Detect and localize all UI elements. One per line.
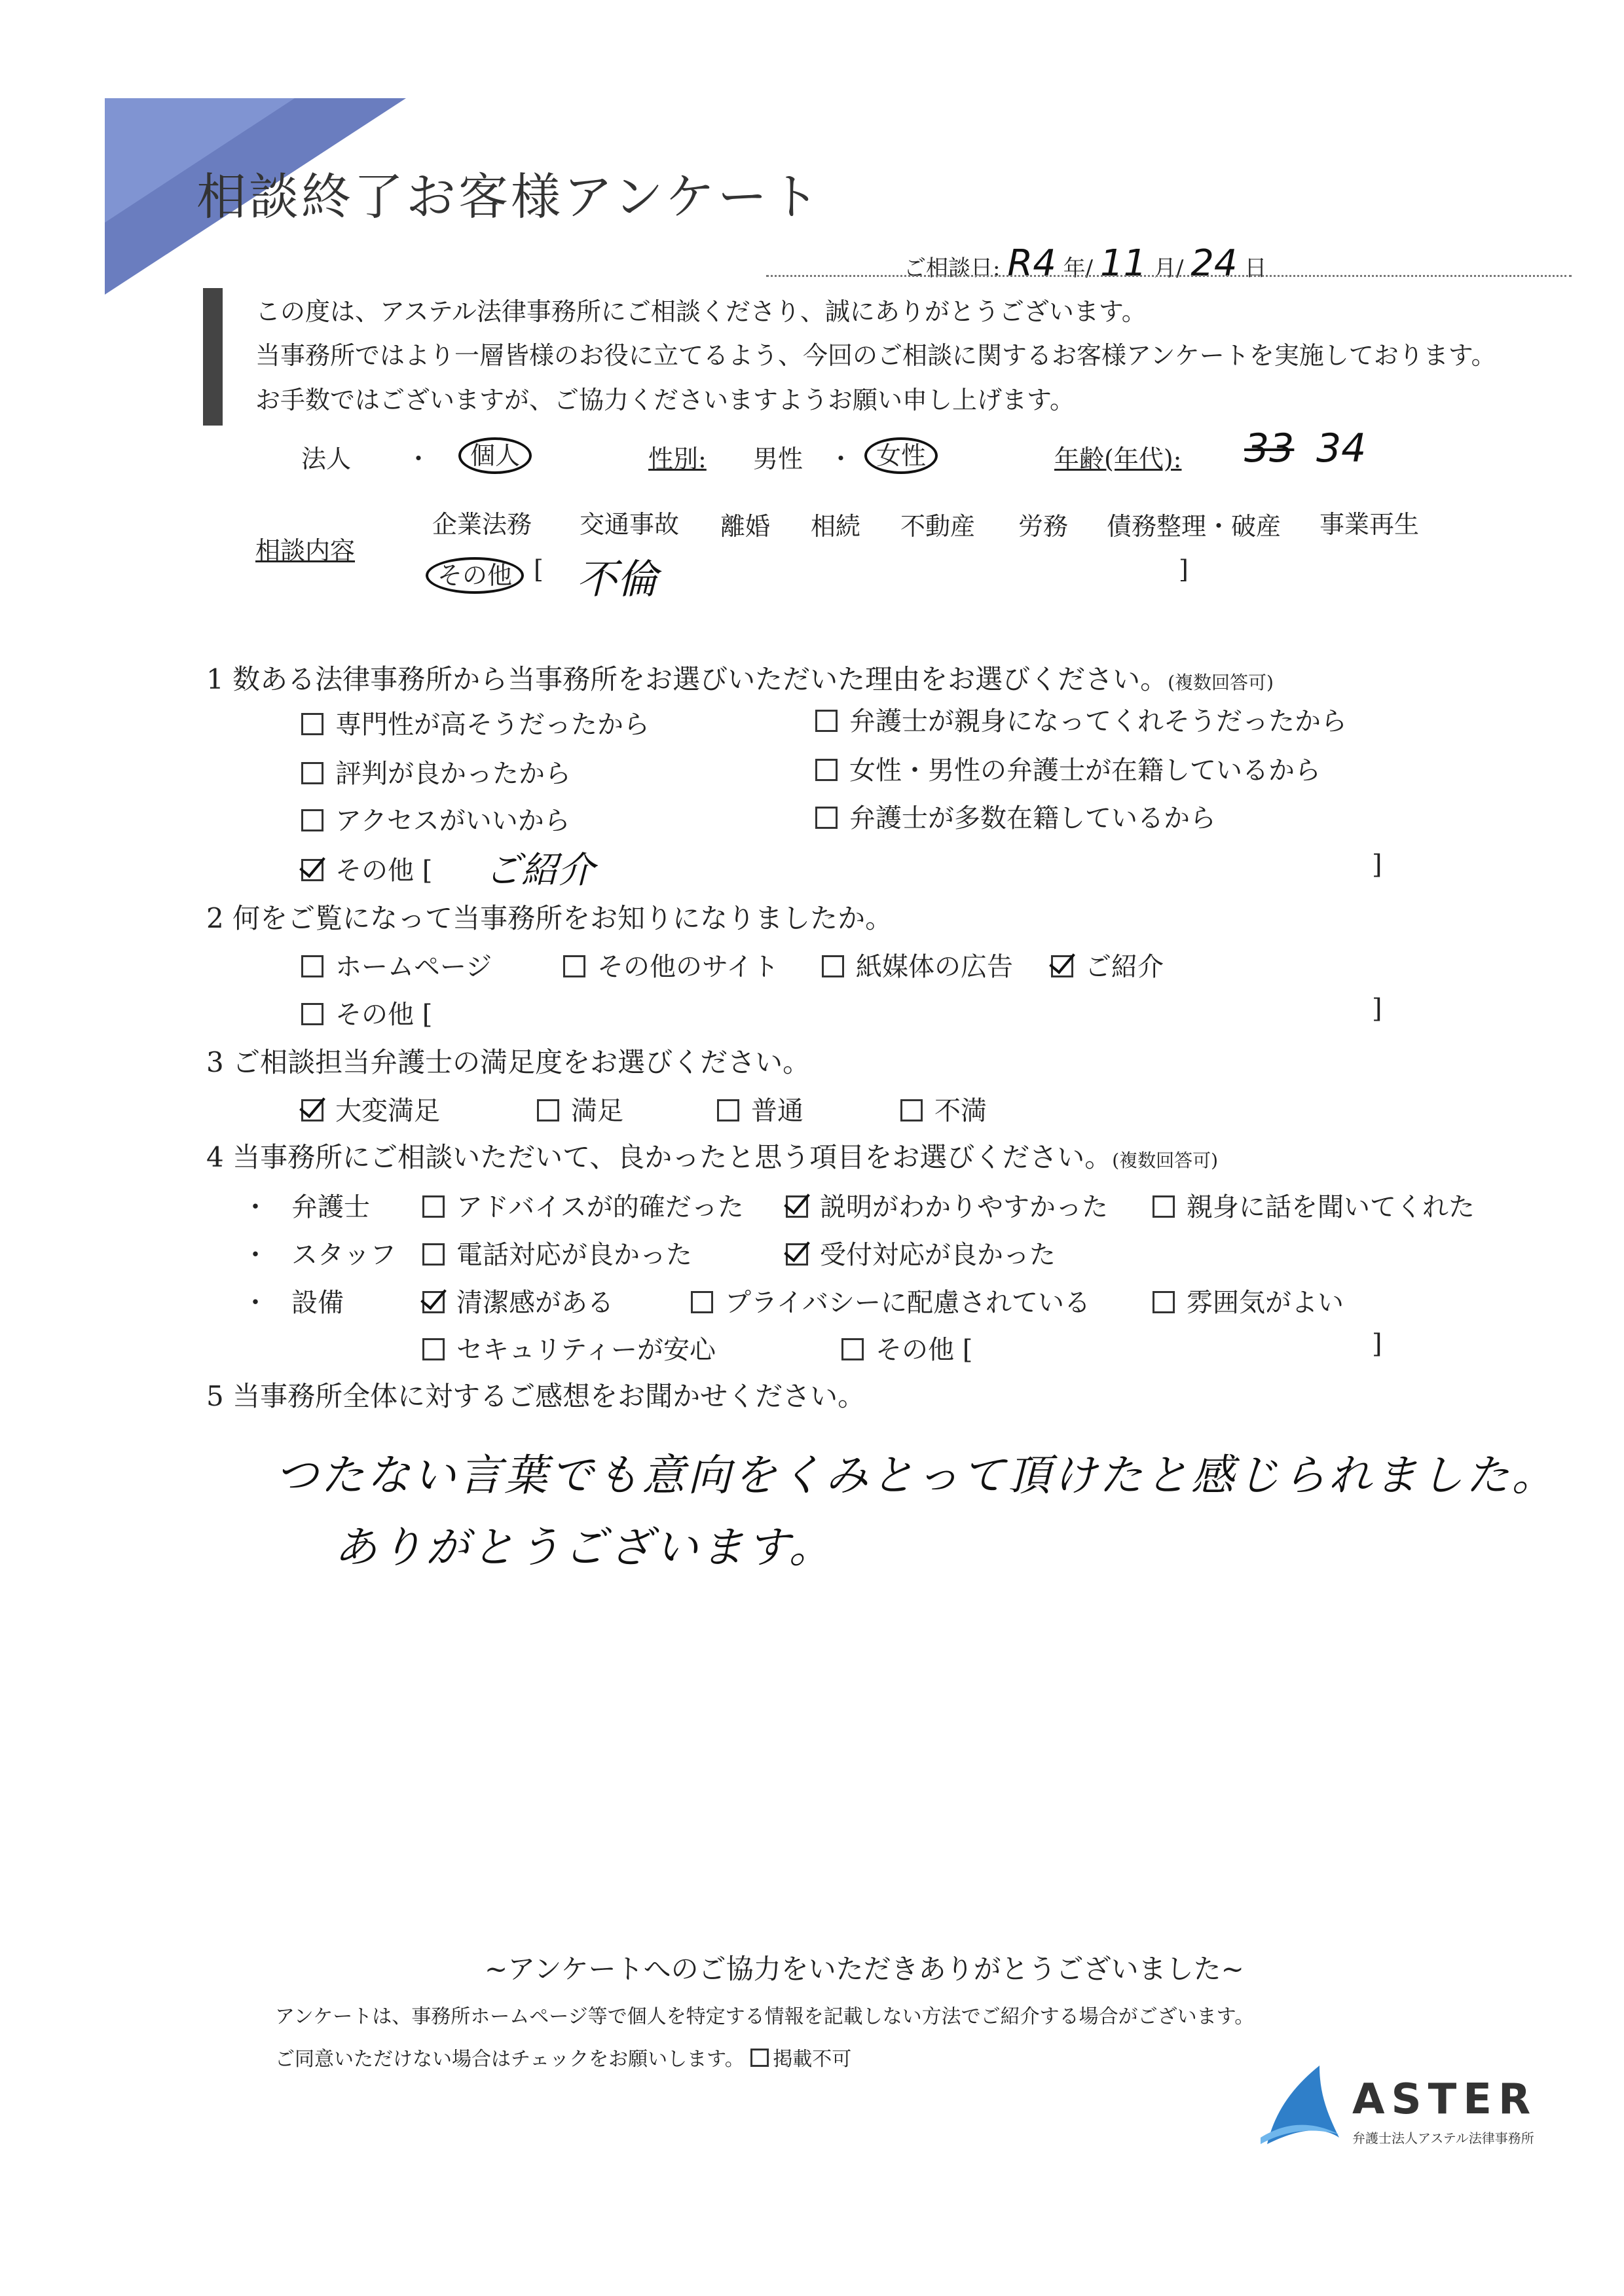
q3-option[interactable]: 不満: [900, 1090, 987, 1127]
checkbox[interactable]: [422, 1243, 445, 1266]
page-title: 相談終了お客様アンケート: [196, 168, 822, 226]
optout-checkbox[interactable]: [750, 2049, 769, 2067]
date-month: 11: [1099, 242, 1147, 285]
q4-other-close: ]: [1372, 1329, 1382, 1359]
checkbox-checked[interactable]: [301, 859, 323, 881]
checkbox[interactable]: [301, 762, 323, 784]
footer-note-2: ご同意いただけない場合はチェックをお願いします。 掲載不可: [275, 2048, 852, 2071]
q3-option[interactable]: 満足: [537, 1090, 623, 1127]
consult-option: 事業再生: [1320, 510, 1420, 539]
checkbox-checked[interactable]: [422, 1291, 445, 1313]
checkbox[interactable]: [1153, 1195, 1175, 1218]
female-label: 女性: [864, 435, 938, 471]
q5-answer-line-1: つたない言葉でも意向をくみとって頂けたと感じられました。: [275, 1450, 1558, 1501]
q4-facility-label: 設備: [291, 1288, 344, 1318]
q2-option[interactable]: ご紹介: [1051, 946, 1164, 983]
consult-option: 債務整理・破産: [1107, 512, 1282, 541]
year-suffix: 年/: [1063, 255, 1094, 282]
checkbox[interactable]: [691, 1291, 713, 1313]
date-row: [904, 242, 1266, 285]
checkbox[interactable]: [301, 809, 323, 831]
month-suffix: 月/: [1154, 255, 1184, 282]
q4-option[interactable]: 親身に話を聞いてくれた: [1153, 1186, 1475, 1224]
consult-option: 交通事故: [580, 510, 680, 539]
q3-text: 3 ご相談担当弁護士の満足度をお選びください。: [206, 1046, 811, 1078]
date-era: R4: [1007, 242, 1056, 285]
consult-option: 離婚: [720, 512, 771, 541]
q4-option[interactable]: 清潔感がある: [422, 1282, 614, 1319]
date-day: 24: [1190, 242, 1238, 285]
q1-other[interactable]: その他 [: [301, 850, 432, 887]
checkbox-checked[interactable]: [786, 1243, 808, 1266]
consult-option: 不動産: [900, 512, 976, 541]
checkbox[interactable]: [815, 710, 838, 732]
q4-bullet: ・: [242, 1288, 268, 1318]
intro-line-3: お手数ではございますが、ご協力くださいますようお願い申し上げます。: [255, 386, 1075, 414]
checkbox[interactable]: [537, 1099, 559, 1121]
gender-dot-separator: ・: [828, 445, 854, 473]
q4-bullet: ・: [242, 1240, 268, 1270]
q2-option[interactable]: 紙媒体の広告: [822, 946, 1013, 983]
date-label: ご相談日:: [904, 255, 1001, 282]
day-suffix: 日: [1244, 255, 1267, 282]
age-label: 年齢(年代):: [1054, 445, 1182, 473]
consult-other-text: 不倫: [576, 555, 658, 603]
q4-staff-label: スタッフ: [291, 1240, 396, 1270]
q3-option[interactable]: 大変満足: [301, 1090, 440, 1127]
checkbox[interactable]: [815, 807, 838, 829]
q1-option[interactable]: 弁護士が多数在籍しているから: [815, 797, 1216, 835]
q1-text: 1 数ある法律事務所から当事務所をお選びいただいた理由をお選びください。(複数回答可): [206, 663, 1274, 695]
dot-separator: ・: [406, 445, 432, 473]
date-divider: [766, 275, 1572, 277]
consult-label: 相談内容: [255, 536, 356, 565]
checkbox[interactable]: [1153, 1291, 1175, 1313]
q1-option[interactable]: 評判が良かったから: [301, 753, 571, 790]
checkbox[interactable]: [717, 1099, 739, 1121]
consult-other-open: [: [534, 555, 544, 584]
q1-option[interactable]: アクセスがいいから: [301, 800, 570, 837]
q1-option[interactable]: 専門性が高そうだったから: [301, 704, 650, 741]
consult-option: 企業法務: [432, 510, 532, 539]
aster-logo-icon: [1247, 2059, 1346, 2151]
checkbox[interactable]: [563, 955, 585, 977]
q2-other[interactable]: その他 [: [301, 994, 432, 1031]
consult-other-label: その他: [426, 555, 524, 591]
q4-bullet: ・: [242, 1192, 268, 1222]
intro-line-2: 当事務所ではより一層皆様のお役に立てるよう、今回のご相談に関するお客様アンケートを実施しております。: [255, 341, 1496, 370]
consult-option: 相続: [811, 512, 861, 541]
q3-option[interactable]: 普通: [717, 1090, 803, 1127]
age-struck-value: 33: [1244, 426, 1295, 471]
q2-option[interactable]: ホームページ: [301, 946, 492, 983]
intro-line-1: この度は、アステル法律事務所にご相談くださり、誠にありがとうございます。: [255, 297, 1147, 326]
q4-option[interactable]: 電話対応が良かった: [422, 1234, 692, 1271]
q4-option[interactable]: 説明がわかりやすかった: [786, 1186, 1108, 1224]
checkbox[interactable]: [900, 1099, 923, 1121]
checkbox[interactable]: [841, 1338, 864, 1360]
q4-lawyer-label: 弁護士: [291, 1192, 370, 1222]
logo-subtitle: 弁護士法人アステル法律事務所: [1352, 2130, 1534, 2146]
male-label: 男性: [753, 445, 803, 473]
q5-answer-line-2: ありがとうございます。: [334, 1522, 835, 1573]
footer-thanks: ~アンケートへのご協力をいただきありがとうございました~: [485, 1953, 1244, 1985]
checkbox[interactable]: [422, 1338, 445, 1360]
q1-other-text: ご紹介: [485, 849, 595, 892]
q4-option[interactable]: 雰囲気がよい: [1153, 1282, 1344, 1319]
q2-text: 2 何をご覧になって当事務所をお知りになりましたか。: [206, 902, 893, 934]
checkbox[interactable]: [301, 1003, 323, 1025]
q1-option[interactable]: 女性・男性の弁護士が在籍しているから: [815, 750, 1321, 787]
q2-other-close: ]: [1372, 994, 1382, 1024]
q4-option[interactable]: アドバイスが的確だった: [422, 1186, 744, 1224]
consult-option: 労務: [1018, 512, 1069, 541]
checkbox[interactable]: [822, 955, 844, 977]
checkbox[interactable]: [422, 1195, 445, 1218]
checkbox[interactable]: [815, 759, 838, 781]
q4-option[interactable]: セキュリティーが安心: [422, 1329, 716, 1366]
checkbox[interactable]: [301, 713, 323, 735]
intro-bar: [203, 288, 223, 426]
footer-note-1: アンケートは、事務所ホームページ等で個人を特定する情報を記載しない方法でご紹介する場合がございます。: [275, 2005, 1255, 2028]
q4-other[interactable]: その他 [: [841, 1329, 972, 1366]
individual-label: 個人: [458, 435, 532, 471]
q1-other-close: ]: [1372, 850, 1382, 880]
consult-other-close: ]: [1179, 555, 1189, 584]
q2-option[interactable]: その他のサイト: [563, 946, 779, 983]
q4-text: 4 当事務所にご相談いただいて、良かったと思う項目をお選びください。(複数回答可): [206, 1141, 1219, 1173]
checkbox-checked[interactable]: [1051, 955, 1073, 977]
checkbox-checked[interactable]: [301, 1099, 323, 1121]
age-value: 34: [1316, 426, 1367, 471]
checkbox[interactable]: [301, 955, 323, 977]
checkbox-checked[interactable]: [786, 1195, 808, 1218]
q4-option[interactable]: 受付対応が良かった: [786, 1234, 1056, 1271]
logo-name: ASTER: [1352, 2075, 1538, 2124]
corp-label: 法人: [301, 445, 352, 473]
q4-option[interactable]: プライバシーに配慮されている: [691, 1282, 1090, 1319]
q1-option[interactable]: 弁護士が親身になってくれそうだったから: [815, 701, 1347, 738]
q5-text: 5 当事務所全体に対するご感想をお聞かせください。: [206, 1380, 866, 1412]
gender-label: 性別:: [648, 445, 707, 473]
